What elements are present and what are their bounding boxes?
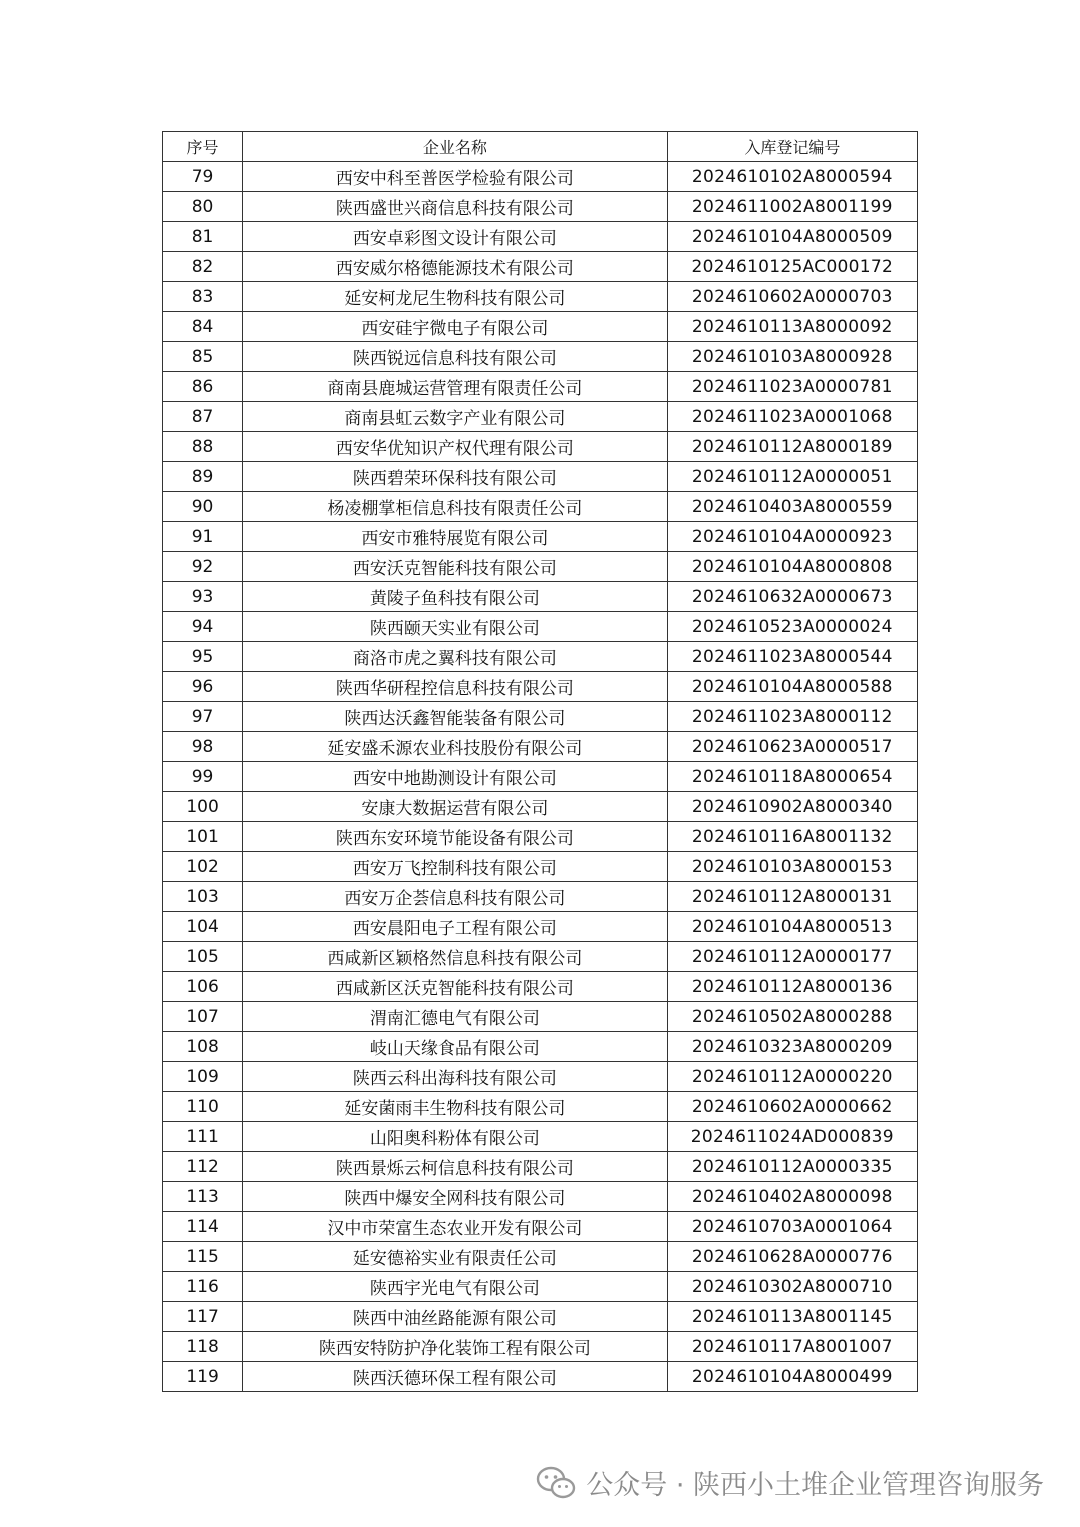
serial-number-cell: 101 [163,822,243,852]
table-row [163,402,918,432]
company-name-cell: 黄陵子鱼科技有限公司 [243,582,668,612]
company-name-cell: 西安晨阳电子工程有限公司 [243,912,668,942]
registration-number-cell: 2024610104A8000513 [667,912,917,942]
company-name-cell: 陕西云科出海科技有限公司 [243,1062,668,1092]
company-name-cell: 西安沃克智能科技有限公司 [243,552,668,582]
watermark-footer [536,1463,1044,1502]
serial-number-cell: 82 [163,252,243,282]
company-name-cell: 山阳奥科粉体有限公司 [243,1122,668,1152]
registration-number-cell: 2024611023A8000544 [667,642,917,672]
registration-number-cell: 2024610602A0000662 [667,1092,917,1122]
table-row [163,492,918,522]
table-row [163,252,918,282]
table-row [163,1092,918,1122]
table-row [163,582,918,612]
serial-number-cell: 111 [163,1122,243,1152]
table-row [163,462,918,492]
registration-number-cell: 2024610602A0000703 [667,282,917,312]
registration-number-cell: 2024610523A0000024 [667,612,917,642]
header-serial-number: 序号 [163,132,243,162]
table-header-row [163,132,918,162]
serial-number-cell: 96 [163,672,243,702]
registration-number-cell: 2024610112A8000136 [667,972,917,1002]
company-name-cell: 陕西华研程控信息科技有限公司 [243,672,668,702]
table-row [163,1122,918,1152]
company-name-cell: 陕西东安环境节能设备有限公司 [243,822,668,852]
table-body [163,162,918,1392]
registration-number-cell: 2024610112A0000177 [667,942,917,972]
table-row [163,192,918,222]
registration-number-cell: 2024610116A8001132 [667,822,917,852]
company-name-cell: 延安柯龙尼生物科技有限公司 [243,282,668,312]
serial-number-cell: 114 [163,1212,243,1242]
table-row [163,222,918,252]
table-row [163,1182,918,1212]
registration-number-cell: 2024610112A0000051 [667,462,917,492]
serial-number-cell: 92 [163,552,243,582]
table-row [163,852,918,882]
company-name-cell: 西安万企荟信息科技有限公司 [243,882,668,912]
serial-number-cell: 104 [163,912,243,942]
table-row [163,1062,918,1092]
serial-number-cell: 88 [163,432,243,462]
serial-number-cell: 94 [163,612,243,642]
serial-number-cell: 117 [163,1302,243,1332]
table-row [163,762,918,792]
table-row [163,1002,918,1032]
registration-number-cell: 2024610104A8000808 [667,552,917,582]
serial-number-cell: 113 [163,1182,243,1212]
table-row [163,1332,918,1362]
registration-number-cell: 2024610112A8000189 [667,432,917,462]
registration-number-cell: 2024610703A0001064 [667,1212,917,1242]
company-name-cell: 西安万飞控制科技有限公司 [243,852,668,882]
header-registration-number: 入库登记编号 [667,132,917,162]
table-row [163,312,918,342]
company-name-cell: 延安盛禾源农业科技股份有限公司 [243,732,668,762]
table-row [163,642,918,672]
registration-number-cell: 2024610104A8000588 [667,672,917,702]
company-name-cell: 陕西达沃鑫智能装备有限公司 [243,702,668,732]
company-name-cell: 西安市雅特展览有限公司 [243,522,668,552]
company-name-cell: 西安硅宇微电子有限公司 [243,312,668,342]
company-name-cell: 陕西锐远信息科技有限公司 [243,342,668,372]
company-name-cell: 陕西安特防护净化装饰工程有限公司 [243,1332,668,1362]
serial-number-cell: 115 [163,1242,243,1272]
serial-number-cell: 109 [163,1062,243,1092]
company-name-cell: 西安中地勘测设计有限公司 [243,762,668,792]
company-name-cell: 陕西宇光电气有限公司 [243,1272,668,1302]
registration-number-cell: 2024610628A0000776 [667,1242,917,1272]
serial-number-cell: 97 [163,702,243,732]
company-name-cell: 陕西沃德环保工程有限公司 [243,1362,668,1392]
table-row [163,1032,918,1062]
registration-number-cell: 2024610302A8000710 [667,1272,917,1302]
serial-number-cell: 103 [163,882,243,912]
registration-number-cell: 2024610113A8000092 [667,312,917,342]
table-row [163,522,918,552]
serial-number-cell: 102 [163,852,243,882]
serial-number-cell: 106 [163,972,243,1002]
company-name-cell: 西安威尔格德能源技术有限公司 [243,252,668,282]
company-name-cell: 商洛市虎之翼科技有限公司 [243,642,668,672]
registration-number-cell: 2024610113A8001145 [667,1302,917,1332]
table-row [163,702,918,732]
registration-number-cell: 2024610112A8000131 [667,882,917,912]
serial-number-cell: 108 [163,1032,243,1062]
table-row [163,792,918,822]
wechat-icon [536,1465,576,1501]
serial-number-cell: 100 [163,792,243,822]
table-row [163,612,918,642]
company-name-cell: 延安德裕实业有限责任公司 [243,1242,668,1272]
serial-number-cell: 79 [163,162,243,192]
registration-number-cell: 2024610323A8000209 [667,1032,917,1062]
serial-number-cell: 91 [163,522,243,552]
serial-number-cell: 80 [163,192,243,222]
serial-number-cell: 83 [163,282,243,312]
company-name-cell: 陕西景烁云柯信息科技有限公司 [243,1152,668,1182]
company-name-cell: 汉中市荣富生态农业开发有限公司 [243,1212,668,1242]
table-row [163,732,918,762]
registration-number-cell: 2024611002A8001199 [667,192,917,222]
company-name-cell: 延安菌雨丰生物科技有限公司 [243,1092,668,1122]
registration-number-cell: 2024610104A8000509 [667,222,917,252]
table-row [163,282,918,312]
company-name-cell: 渭南汇德电气有限公司 [243,1002,668,1032]
company-name-cell: 杨凌棚掌柜信息科技有限责任公司 [243,492,668,522]
company-name-cell: 西安中科至普医学检验有限公司 [243,162,668,192]
registration-number-cell: 2024610112A0000220 [667,1062,917,1092]
serial-number-cell: 81 [163,222,243,252]
registration-number-cell: 2024610117A8001007 [667,1332,917,1362]
registration-number-cell: 2024610102A8000594 [667,162,917,192]
registration-number-cell: 2024610402A8000098 [667,1182,917,1212]
table-row [163,672,918,702]
serial-number-cell: 112 [163,1152,243,1182]
table-row [163,432,918,462]
footer-text: 公众号 · 陕西小土堆企业管理咨询服务 [586,1470,1044,1501]
company-name-cell: 西安华优知识产权代理有限公司 [243,432,668,462]
serial-number-cell: 98 [163,732,243,762]
registration-number-cell: 2024610623A0000517 [667,732,917,762]
registration-number-cell: 2024610632A0000673 [667,582,917,612]
company-name-cell: 西咸新区沃克智能科技有限公司 [243,972,668,1002]
registration-number-cell: 2024610902A8000340 [667,792,917,822]
table-row [163,162,918,192]
serial-number-cell: 87 [163,402,243,432]
serial-number-cell: 116 [163,1272,243,1302]
table-row [163,972,918,1002]
registration-number-cell: 2024610103A8000153 [667,852,917,882]
serial-number-cell: 86 [163,372,243,402]
registration-number-cell: 2024610104A0000923 [667,522,917,552]
company-name-cell: 西安卓彩图文设计有限公司 [243,222,668,252]
registration-number-cell: 2024611023A0000781 [667,372,917,402]
table-row [163,1362,918,1392]
table-row [163,372,918,402]
table-row [163,1272,918,1302]
company-name-cell: 陕西中油丝路能源有限公司 [243,1302,668,1332]
company-name-cell: 商南县鹿城运营管理有限责任公司 [243,372,668,402]
company-name-cell: 商南县虹云数字产业有限公司 [243,402,668,432]
company-name-cell: 西咸新区颖格然信息科技有限公司 [243,942,668,972]
table-row [163,342,918,372]
table-row [163,1302,918,1332]
registration-number-cell: 2024610103A8000928 [667,342,917,372]
serial-number-cell: 84 [163,312,243,342]
registration-number-cell: 2024611023A0001068 [667,402,917,432]
company-name-cell: 陕西中爆安全网科技有限公司 [243,1182,668,1212]
serial-number-cell: 119 [163,1362,243,1392]
registration-number-cell: 2024610502A8000288 [667,1002,917,1032]
company-name-cell: 陕西盛世兴商信息科技有限公司 [243,192,668,222]
company-name-cell: 陕西颐天实业有限公司 [243,612,668,642]
serial-number-cell: 93 [163,582,243,612]
table-row [163,912,918,942]
table-row [163,1212,918,1242]
registration-number-cell: 2024611024AD000839 [667,1122,917,1152]
company-name-cell: 岐山天缘食品有限公司 [243,1032,668,1062]
table-row [163,822,918,852]
table-row [163,1152,918,1182]
table-row [163,552,918,582]
table-row [163,882,918,912]
serial-number-cell: 118 [163,1332,243,1362]
serial-number-cell: 89 [163,462,243,492]
table-row [163,1242,918,1272]
table-row [163,942,918,972]
enterprise-table [162,131,918,1392]
serial-number-cell: 105 [163,942,243,972]
registration-number-cell: 2024610403A8000559 [667,492,917,522]
serial-number-cell: 95 [163,642,243,672]
registration-number-cell: 2024610104A8000499 [667,1362,917,1392]
company-name-cell: 安康大数据运营有限公司 [243,792,668,822]
registration-number-cell: 2024610118A8000654 [667,762,917,792]
company-name-cell: 陕西碧荣环保科技有限公司 [243,462,668,492]
serial-number-cell: 99 [163,762,243,792]
serial-number-cell: 110 [163,1092,243,1122]
registration-number-cell: 2024610112A0000335 [667,1152,917,1182]
header-company-name: 企业名称 [243,132,668,162]
serial-number-cell: 90 [163,492,243,522]
registration-number-cell: 2024611023A8000112 [667,702,917,732]
serial-number-cell: 85 [163,342,243,372]
serial-number-cell: 107 [163,1002,243,1032]
registration-number-cell: 2024610125AC000172 [667,252,917,282]
